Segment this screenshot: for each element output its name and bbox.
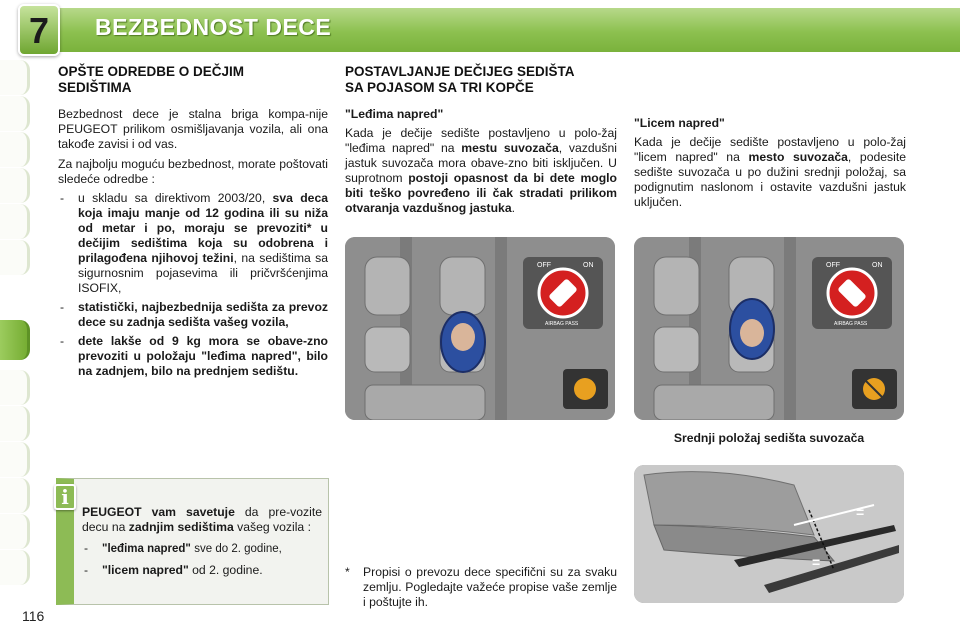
text-segment: . [511, 201, 516, 215]
intro-paragraph: Bezbednost dece je stalna briga kompa-nije PEUGEOT prilikom osmišljavanja vozila, ali ona takođe zavisi i od vas. [58, 107, 328, 151]
airbag-off-label: OFF [826, 262, 840, 269]
svg-text:=: = [812, 554, 821, 570]
rear-facing-photo [345, 237, 615, 420]
forward-facing-heading: "Licem napred" [634, 116, 725, 130]
car-interior-illustration [634, 237, 904, 420]
text-segment: Kada je dečije sedište postavljeno u polo-žaj "leđima napred" na [345, 126, 617, 155]
text-segment-bold: mesto suvozača [748, 150, 848, 164]
text-segment: , vazdušni jastuk suvozača mora obave-zno biti isključen. U suprotnom [345, 141, 618, 185]
airbag-off-label: OFF [537, 262, 551, 269]
section-heading: POSTAVLJANJE DEČIJEG SEDIŠTA SA POJASOM SA TRI KOPČE [345, 64, 575, 95]
rule-item: - u skladu sa direktivom 2003/20, sva deca koja imaju manje od 12 godina ili su niža od metar i po, moraju se prevoziti* u dečijim sedištima koja su odobrena i prilagođena njihovoj težini, na sedištima sa sigurnosnim pojasevima ili pričvršćenjima ISOFIX, [60, 191, 328, 295]
advice-item-bold: "licem napred" [102, 563, 189, 577]
advice-item-bold: "leđima napred" [102, 543, 191, 555]
chapter-tab[interactable] [0, 240, 30, 275]
text-segment: Kada je dečije sedište postavljeno u polo-žaj "licem napred" na [634, 135, 906, 164]
rules-paragraph: Za najbolju moguću bezbednost, morate poštovati sledeće odredbe : [58, 157, 328, 186]
chapter-tab-active[interactable] [0, 320, 30, 360]
forward-facing-photo [634, 237, 904, 420]
advice-intro-bold: PEUGEOT vam savetuje [82, 505, 235, 519]
advice-item: - "licem napred" od 2. godine. [84, 563, 263, 577]
seat-slide-photo [634, 465, 904, 603]
rule-text-bold: dete lakše od 9 kg mora se obave-zno prevoziti u položaju "leđima napred", bilo na zadnjem, bilo na prednjem sedištu. [78, 334, 328, 378]
car-interior-illustration [345, 237, 615, 420]
airbag-on-label: ON [583, 262, 594, 269]
chapter-tab[interactable] [0, 406, 30, 441]
text-segment-bold: postoji opasnost da bi dete moglo biti teško povređeno ili čak stradati prilikom otvaranja vazdušnog jastuka [345, 171, 617, 215]
footnote-mark: * [345, 565, 350, 579]
chapter-tab[interactable] [0, 132, 30, 167]
chapter-tabs [0, 60, 32, 580]
chapter-tab[interactable] [0, 168, 30, 203]
airbag-panel-label: AIRBAG PASS [834, 321, 868, 327]
airbag-on-label: ON [872, 262, 883, 269]
rule-text-bold: statistički, najbezbednija sedišta za prevoz dece su zadnja sedišta vašeg vozila, [78, 300, 328, 329]
section-heading: OPŠTE ODREDBE O DEČJIM SEDIŠTIMA [58, 64, 245, 95]
page-number: 116 [22, 608, 45, 624]
advice-intro: da pre-vozite decu na [82, 505, 322, 534]
page-title: BEZBEDNOST DECE [95, 14, 332, 40]
rule-text: u skladu sa direktivom 2003/20, [78, 191, 266, 205]
seat-rail-illustration [634, 465, 904, 603]
chapter-tab[interactable] [0, 478, 30, 513]
advice-item: - "leđima napred" sve do 2. godine, [84, 541, 282, 555]
seat-position-caption: Srednji položaj sedišta suvozača [673, 431, 865, 445]
chapter-tab[interactable] [0, 550, 30, 585]
rule-item: - dete lakše od 9 kg mora se obave-zno prevoziti u položaju "leđima napred", bilo na zadnjem, bilo na prednjem sedištu. [60, 334, 328, 378]
advice-intro-bold: zadnjim sedištima [128, 520, 234, 534]
chapter-tab[interactable] [0, 204, 30, 239]
text-segment-bold: mestu suvozača [461, 141, 559, 155]
footnote [345, 565, 617, 610]
text-segment: , podesite sedište suvozača u po dužini srednji položaj, sa podignutim naslonom i ostavite vazdušni jastuk uključen. [634, 150, 907, 209]
chapter-tab[interactable] [0, 370, 30, 405]
svg-text:=: = [856, 504, 865, 520]
rule-text: , na sedištima sa sigurnosnim pojasevima ili pričvršćenjima ISOFIX, [78, 251, 328, 295]
chapter-tab[interactable] [0, 96, 30, 131]
rule-item: - statistički, najbezbednija sedišta za prevoz dece su zadnja sedišta vašeg vozila, [60, 300, 328, 329]
right-column [634, 116, 906, 210]
chapter-tab[interactable] [0, 514, 30, 549]
advice-item-text: od 2. godine. [192, 563, 263, 577]
rule-text-bold: sva deca koja imaju manje od 12 godina ili su niža od metar i po, moraju se prevoziti* u dečijim sedištima koja su odobrena i prilagođena njihovoj težini [78, 191, 328, 265]
chapter-badge [18, 4, 60, 56]
info-icon: i [54, 484, 76, 510]
advice-item-text: sve do 2. godine, [194, 543, 282, 555]
chapter-tab[interactable] [0, 442, 30, 477]
chapter-tab[interactable] [0, 60, 30, 95]
middle-column [345, 64, 617, 216]
chapter-number: 7 [28, 10, 50, 51]
rear-facing-heading: "Leđima napred" [345, 107, 444, 121]
airbag-panel-label: AIRBAG PASS [545, 321, 579, 327]
advice-intro: vašeg vozila : [237, 520, 311, 534]
advice-box [56, 478, 329, 605]
forward-facing-text [634, 135, 906, 210]
footnote-text: Propisi o prevozu dece specifični su za svaku zemlju. Pogledajte važeće propise vaše zemlje i poštujte ih. [363, 565, 617, 609]
left-column [58, 64, 328, 379]
rear-facing-text [345, 126, 617, 216]
